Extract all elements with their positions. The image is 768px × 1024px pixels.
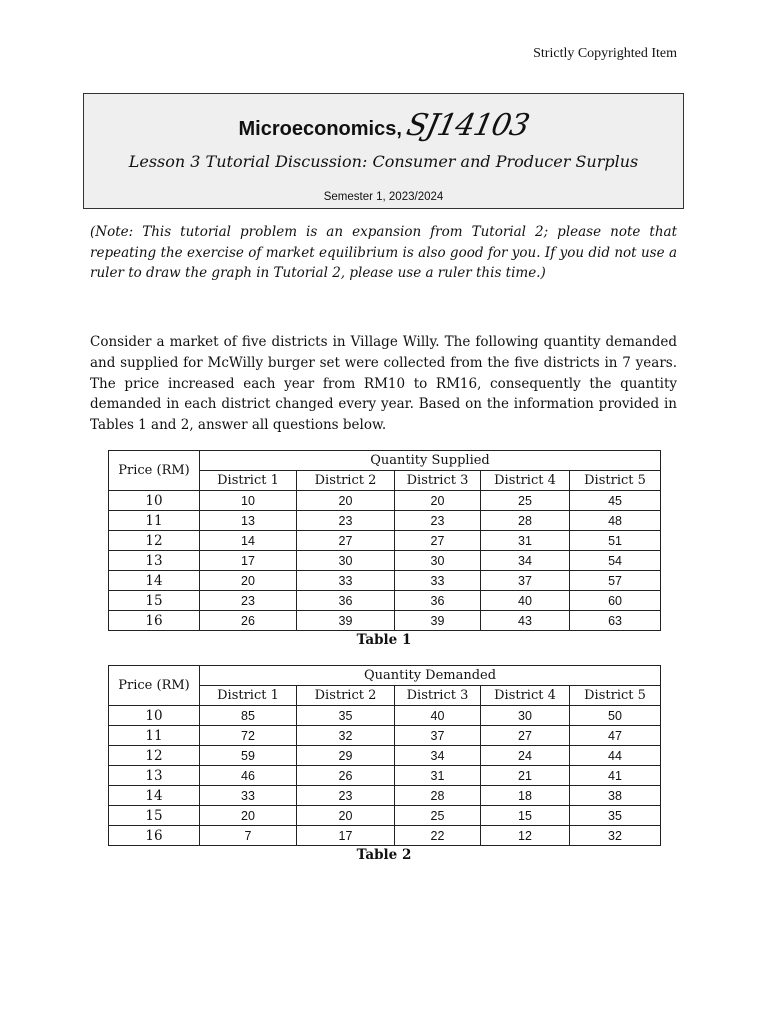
quantity-supplied-header: Quantity Supplied bbox=[200, 451, 661, 471]
quantity-cell: 85 bbox=[200, 706, 297, 726]
title-box bbox=[83, 93, 684, 209]
quantity-cell: 13 bbox=[200, 511, 297, 531]
district-header: District 1 bbox=[200, 686, 297, 706]
table-row bbox=[109, 726, 661, 746]
price-cell: 16 bbox=[109, 611, 200, 631]
quantity-supplied-table bbox=[108, 450, 661, 631]
quantity-cell: 72 bbox=[200, 726, 297, 746]
table-row bbox=[109, 591, 661, 611]
quantity-cell: 32 bbox=[297, 726, 395, 746]
table-row bbox=[109, 611, 661, 631]
quantity-cell: 30 bbox=[481, 706, 570, 726]
quantity-cell: 31 bbox=[395, 766, 481, 786]
table-1-caption: Table 1 bbox=[356, 632, 412, 648]
price-cell: 10 bbox=[109, 491, 200, 511]
quantity-cell: 31 bbox=[481, 531, 570, 551]
quantity-cell: 50 bbox=[570, 706, 661, 726]
quantity-cell: 44 bbox=[570, 746, 661, 766]
price-cell: 11 bbox=[109, 726, 200, 746]
table-row bbox=[109, 766, 661, 786]
quantity-cell: 30 bbox=[395, 551, 481, 571]
quantity-cell: 26 bbox=[200, 611, 297, 631]
quantity-demanded-header: Quantity Demanded bbox=[200, 666, 661, 686]
quantity-cell: 54 bbox=[570, 551, 661, 571]
quantity-cell: 48 bbox=[570, 511, 661, 531]
quantity-cell: 51 bbox=[570, 531, 661, 551]
quantity-cell: 25 bbox=[481, 491, 570, 511]
quantity-cell: 22 bbox=[395, 826, 481, 846]
quantity-cell: 46 bbox=[200, 766, 297, 786]
quantity-cell: 20 bbox=[297, 806, 395, 826]
quantity-cell: 30 bbox=[297, 551, 395, 571]
quantity-cell: 20 bbox=[395, 491, 481, 511]
quantity-cell: 17 bbox=[297, 826, 395, 846]
price-cell: 16 bbox=[109, 826, 200, 846]
quantity-cell: 45 bbox=[570, 491, 661, 511]
quantity-cell: 39 bbox=[297, 611, 395, 631]
quantity-cell: 27 bbox=[395, 531, 481, 551]
price-column-header: Price (RM) bbox=[109, 666, 200, 706]
tutorial-note: (Note: This tutorial problem is an expansion from Tutorial 2; please note that repeating the exercise of market equilibrium is also good for you. If you did not use a ruler to draw the graph in Tutorial 2, please use a ruler this time.) bbox=[90, 224, 677, 281]
table-2-caption: Table 2 bbox=[356, 847, 412, 863]
price-cell: 15 bbox=[109, 806, 200, 826]
course-name: Microeconomics, bbox=[238, 118, 402, 140]
table-row bbox=[109, 571, 661, 591]
price-cell: 12 bbox=[109, 531, 200, 551]
quantity-cell: 21 bbox=[481, 766, 570, 786]
quantity-cell: 20 bbox=[200, 806, 297, 826]
table-row bbox=[109, 551, 661, 571]
table-row bbox=[109, 706, 661, 726]
district-header: District 2 bbox=[297, 471, 395, 491]
quantity-cell: 23 bbox=[297, 511, 395, 531]
district-header: District 2 bbox=[297, 686, 395, 706]
district-header: District 5 bbox=[570, 686, 661, 706]
quantity-cell: 34 bbox=[481, 551, 570, 571]
quantity-cell: 36 bbox=[297, 591, 395, 611]
quantity-cell: 25 bbox=[395, 806, 481, 826]
price-column-header: Price (RM) bbox=[109, 451, 200, 491]
quantity-cell: 60 bbox=[570, 591, 661, 611]
quantity-cell: 37 bbox=[395, 726, 481, 746]
quantity-cell: 7 bbox=[200, 826, 297, 846]
quantity-cell: 63 bbox=[570, 611, 661, 631]
quantity-cell: 28 bbox=[481, 511, 570, 531]
price-cell: 14 bbox=[109, 571, 200, 591]
district-header: District 1 bbox=[200, 471, 297, 491]
quantity-cell: 27 bbox=[481, 726, 570, 746]
quantity-demanded-table bbox=[108, 665, 661, 846]
quantity-cell: 24 bbox=[481, 746, 570, 766]
table-row bbox=[109, 786, 661, 806]
quantity-cell: 39 bbox=[395, 611, 481, 631]
quantity-cell: 33 bbox=[395, 571, 481, 591]
copyright-notice: Strictly Copyrighted Item bbox=[533, 46, 677, 61]
quantity-cell: 59 bbox=[200, 746, 297, 766]
district-header: District 5 bbox=[570, 471, 661, 491]
quantity-cell: 32 bbox=[570, 826, 661, 846]
district-header: District 4 bbox=[481, 471, 570, 491]
semester-label: Semester 1, 2023/2024 bbox=[323, 191, 444, 203]
quantity-cell: 20 bbox=[200, 571, 297, 591]
quantity-cell: 15 bbox=[481, 806, 570, 826]
quantity-cell: 34 bbox=[395, 746, 481, 766]
quantity-cell: 14 bbox=[200, 531, 297, 551]
quantity-cell: 35 bbox=[297, 706, 395, 726]
quantity-cell: 20 bbox=[297, 491, 395, 511]
table-row bbox=[109, 511, 661, 531]
price-cell: 14 bbox=[109, 786, 200, 806]
table-row bbox=[109, 826, 661, 846]
quantity-cell: 18 bbox=[481, 786, 570, 806]
quantity-cell: 43 bbox=[481, 611, 570, 631]
quantity-cell: 28 bbox=[395, 786, 481, 806]
quantity-cell: 10 bbox=[200, 491, 297, 511]
district-header: District 3 bbox=[395, 686, 481, 706]
quantity-cell: 29 bbox=[297, 746, 395, 766]
table-row bbox=[109, 746, 661, 766]
price-cell: 10 bbox=[109, 706, 200, 726]
intro-paragraph: Consider a market of five districts in Village Willy. The following quantity demanded and supplied for McWilly burger set were collected from the five districts in 7 years. The price increased each year from RM10 to RM16, consequently the quantity demanded in each district changed every year. Based on the information provided in Tables 1 and 2, answer all questions below. bbox=[90, 334, 677, 434]
quantity-cell: 23 bbox=[297, 786, 395, 806]
quantity-cell: 57 bbox=[570, 571, 661, 591]
quantity-cell: 33 bbox=[200, 786, 297, 806]
price-cell: 15 bbox=[109, 591, 200, 611]
table-row bbox=[109, 491, 661, 511]
quantity-cell: 17 bbox=[200, 551, 297, 571]
quantity-cell: 27 bbox=[297, 531, 395, 551]
quantity-cell: 40 bbox=[395, 706, 481, 726]
quantity-cell: 26 bbox=[297, 766, 395, 786]
price-cell: 11 bbox=[109, 511, 200, 531]
quantity-cell: 12 bbox=[481, 826, 570, 846]
quantity-cell: 41 bbox=[570, 766, 661, 786]
district-header: District 4 bbox=[481, 686, 570, 706]
price-cell: 13 bbox=[109, 766, 200, 786]
price-cell: 12 bbox=[109, 746, 200, 766]
quantity-cell: 47 bbox=[570, 726, 661, 746]
price-cell: 13 bbox=[109, 551, 200, 571]
quantity-cell: 35 bbox=[570, 806, 661, 826]
course-title bbox=[84, 104, 683, 151]
course-code: SJ14103 bbox=[403, 108, 533, 143]
table-row bbox=[109, 531, 661, 551]
quantity-cell: 33 bbox=[297, 571, 395, 591]
quantity-cell: 23 bbox=[200, 591, 297, 611]
quantity-cell: 36 bbox=[395, 591, 481, 611]
quantity-cell: 40 bbox=[481, 591, 570, 611]
table-row bbox=[109, 806, 661, 826]
lesson-title: Lesson 3 Tutorial Discussion: Consumer and Producer Surplus bbox=[128, 152, 639, 171]
quantity-cell: 38 bbox=[570, 786, 661, 806]
quantity-cell: 23 bbox=[395, 511, 481, 531]
district-header: District 3 bbox=[395, 471, 481, 491]
quantity-cell: 37 bbox=[481, 571, 570, 591]
